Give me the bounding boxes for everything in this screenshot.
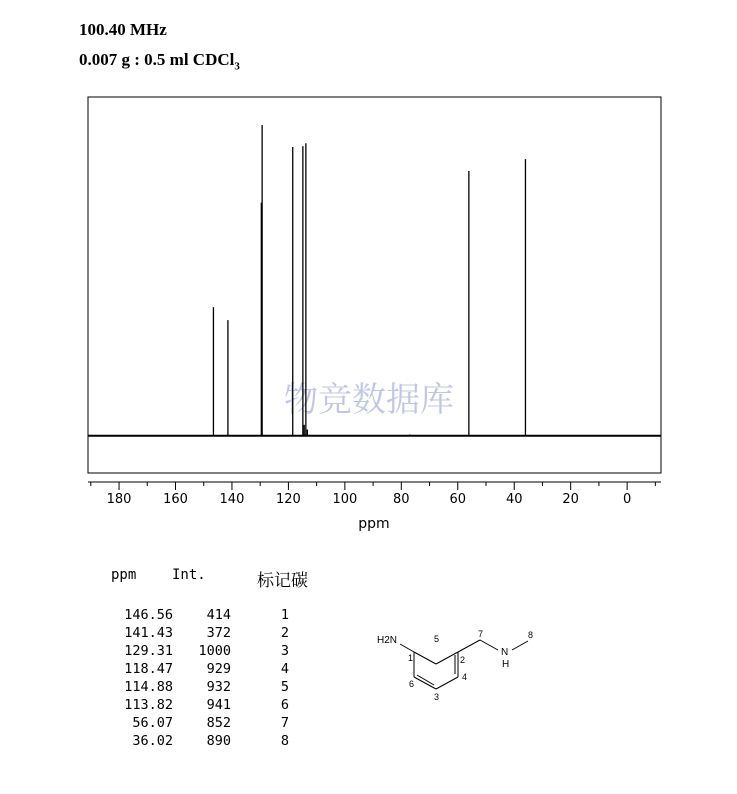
table-row [101,696,289,714]
nh-n-label: N [501,647,509,658]
amine-label: H2N [377,635,398,646]
table-header-intensity: Int. [172,567,206,583]
row-intensity: 1000 [198,643,231,659]
atom-number-6: 6 [409,679,415,689]
table-row [101,660,289,678]
table-row [101,642,289,660]
row-carbon: 5 [280,679,289,695]
bond-c3-c6 [414,677,436,689]
atom-number-1: 1 [408,653,414,663]
row-carbon: 4 [280,661,289,677]
molecule-structure [370,625,560,705]
row-ppm: 129.31 [124,643,173,659]
row-carbon: 1 [280,607,289,623]
row-intensity: 852 [206,715,231,731]
peak-table [101,606,289,750]
x-tick-label-100: 100 [332,492,358,507]
row-carbon: 2 [280,625,289,641]
x-axis-label: ppm [358,516,390,532]
bond-n-c8 [512,641,528,650]
concentration-subscript: 3 [234,60,240,73]
table-header-carbon: 标记碳 [257,571,308,591]
atom-number-5: 5 [434,634,440,644]
atom-number-3: 3 [434,692,440,702]
table-row [101,606,289,624]
x-tick-label-0: 0 [622,492,632,507]
row-carbon: 7 [280,715,289,731]
x-tick-label-60: 60 [449,492,467,507]
x-tick-label-120: 120 [275,492,301,507]
row-carbon: 8 [280,733,289,749]
row-intensity: 890 [206,733,231,749]
bond-c7-n [480,640,498,650]
bond-c1-c5 [414,652,436,664]
atom-number-4: 4 [462,672,468,682]
row-ppm: 36.02 [132,733,173,749]
row-intensity: 932 [206,679,231,695]
row-intensity: 941 [206,697,231,713]
row-ppm: 146.56 [124,607,173,623]
concentration-text: 0.007 g : 0.5 ml CDCl [79,50,235,69]
spectrometer-frequency: 100.40 MHz [79,20,167,39]
x-tick-label-40: 40 [505,492,523,507]
bond-c1-n [400,644,414,652]
row-ppm: 141.43 [124,625,173,641]
x-tick-label-180: 180 [106,492,132,507]
row-carbon: 6 [280,697,289,713]
table-header-ppm: ppm [111,567,137,583]
x-tick-label-80: 80 [393,492,410,507]
row-intensity: 929 [206,661,231,677]
bond-c2-c7 [458,640,480,652]
bond-c4-c3 [436,677,458,689]
atom-number-2: 2 [460,655,466,665]
watermark-text: 物竞数据库 [284,380,454,420]
x-axis-ticks [91,482,656,507]
nh-h-label: H [502,659,510,670]
row-ppm: 56.07 [132,715,173,731]
x-tick-label-160: 160 [163,492,188,507]
row-intensity: 372 [206,625,231,641]
row-intensity: 414 [206,607,231,623]
table-row [101,732,289,750]
table-row [101,624,289,642]
table-row [101,678,289,696]
row-ppm: 114.88 [124,679,173,695]
x-tick-label-140: 140 [219,492,245,507]
row-carbon: 3 [280,643,289,659]
atom-number-7: 7 [478,629,484,639]
table-row [101,714,289,732]
row-ppm: 113.82 [124,697,173,713]
row-ppm: 118.47 [124,661,173,677]
atom-number-8: 8 [528,630,534,640]
x-tick-label-20: 20 [562,492,579,507]
